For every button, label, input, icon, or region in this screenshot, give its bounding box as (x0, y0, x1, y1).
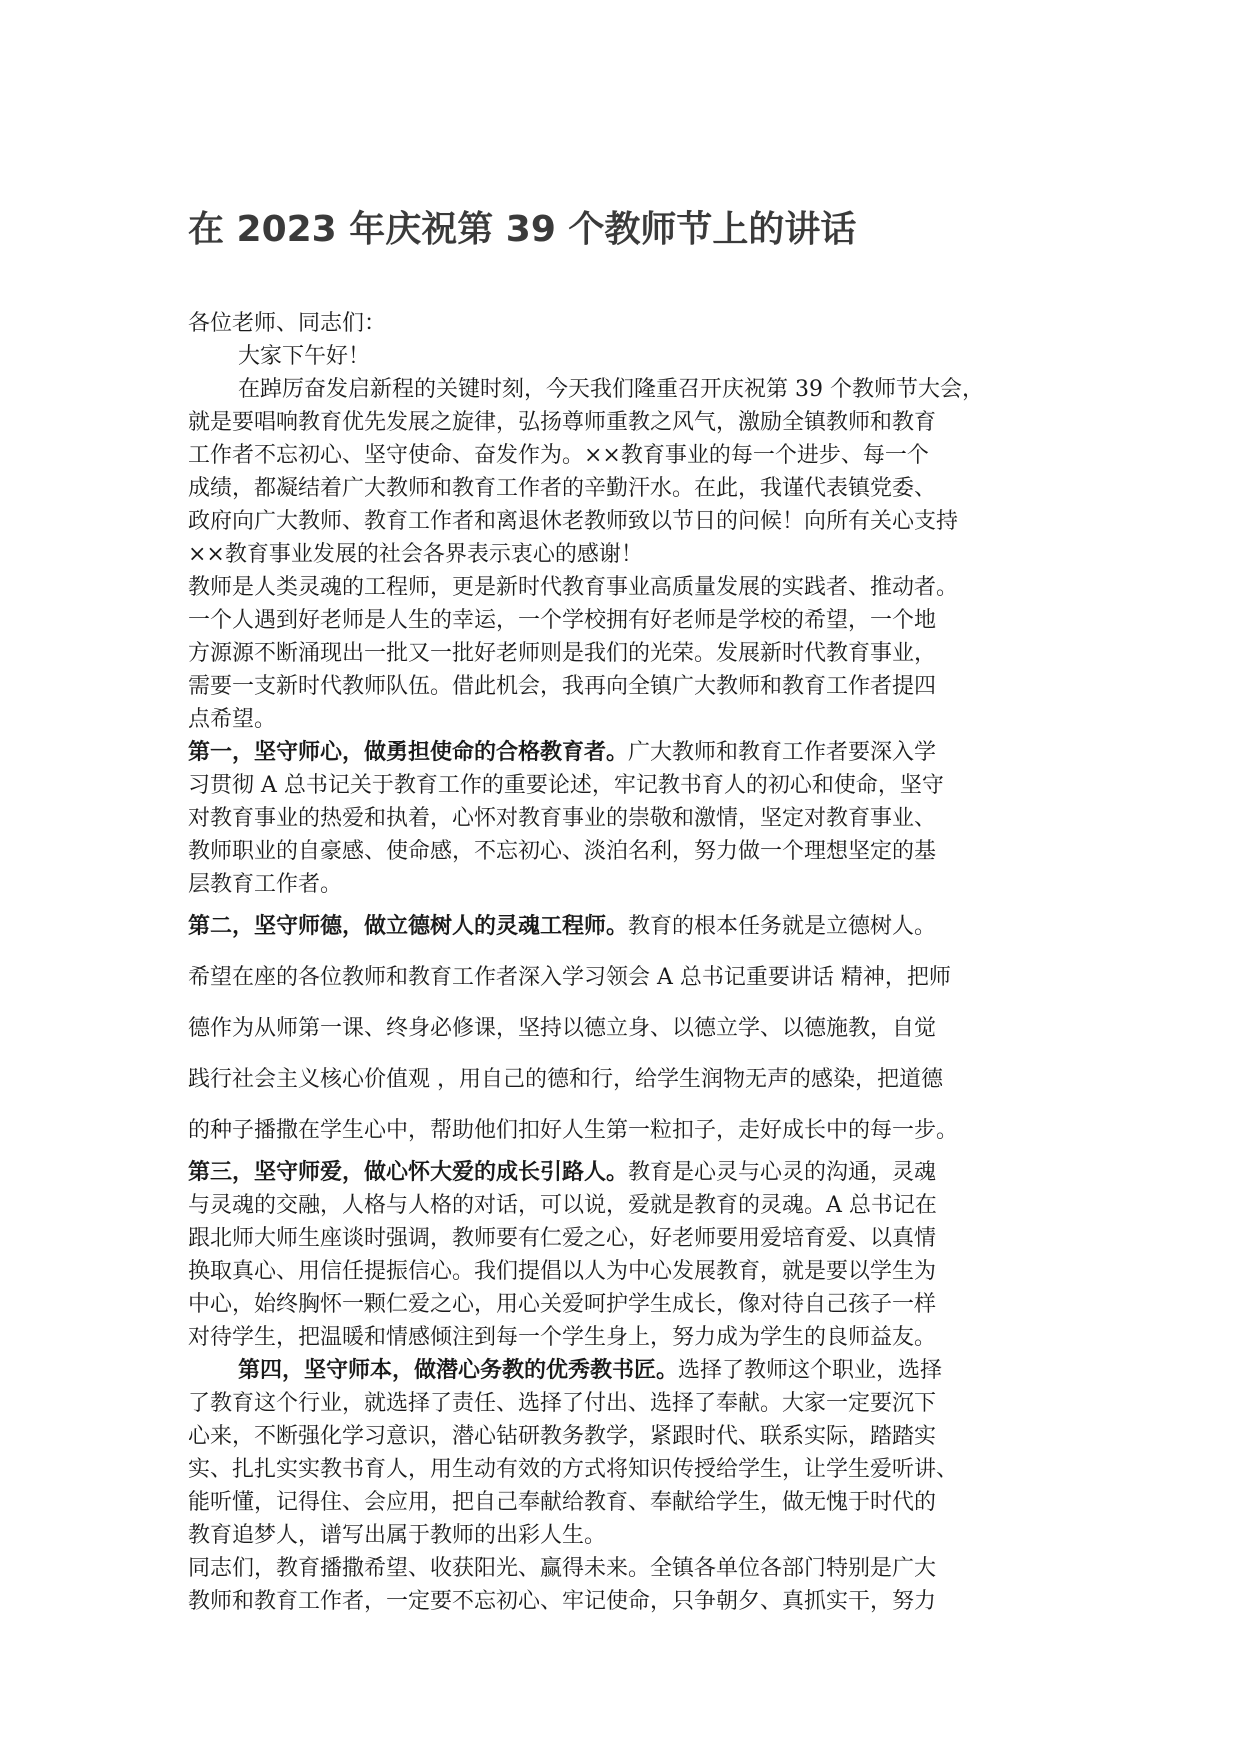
line-text: 践行社会主义核心价值观 ，用自己的德和行，给学生润物无声的感染，把道德 (188, 1067, 943, 1092)
line-text: 德作为从师第一课、终身必修课，坚持以德立身、以德立学、以德施教，自觉 (188, 1016, 937, 1041)
line-text: 一个人遇到好老师是人生的幸运，一个学校拥有好老师是学校的希望，一个地 (188, 608, 937, 633)
speech-body (188, 307, 1063, 1618)
line-text: 与灵魂的交融，人格与人格的对话，可以说，爱就是教育的灵魂。A 总书记在 (188, 1193, 937, 1218)
text-line (188, 1519, 1063, 1552)
text-line (188, 1387, 1063, 1420)
text-line (188, 835, 1063, 868)
text-line (188, 1222, 1063, 1255)
line-text: 中心，始终胸怀一颗仁爱之心，用心关爱呵护学生成长，像对待自己孩子一样 (188, 1292, 937, 1317)
line-text: 能听懂，记得住、会应用，把自己奉献给教育、奉献给学生，做无愧于时代的 (188, 1490, 937, 1515)
text-line (188, 538, 1063, 571)
line-text: 层教育工作者。 (188, 872, 343, 897)
text-line (188, 802, 1063, 835)
page-title: 在 2023 年庆祝第 39 个教师节上的讲话 (188, 209, 857, 250)
line-text: 习贯彻 A 总书记关于教育工作的重要论述，牢记教书育人的初心和使命，坚守 (188, 773, 944, 798)
line-text: 跟北师大师生座谈时强调，教师要有仁爱之心，好老师要用爱培育爱、以真情 (188, 1226, 937, 1251)
line-text: 点希望。 (188, 707, 277, 732)
line-text: 对待学生，把温暖和情感倾注到每一个学生身上，努力成为学生的良师益友。 (188, 1325, 937, 1350)
text-line (188, 1585, 1063, 1618)
text-line (188, 1189, 1063, 1222)
text-line (188, 472, 1063, 505)
line-text: 就是要唱响教育优先发展之旋律，弘扬尊师重教之风气，激励全镇教师和教育 (188, 410, 937, 435)
text-line (188, 1054, 1063, 1105)
line-text: 方源源不断涌现出一批又一批好老师则是我们的光荣。发展新时代教育事业， (188, 641, 937, 666)
line-text: 在踔厉奋发启新程的关键时刻，今天我们隆重召开庆祝第 39 个教师节大会， (238, 377, 984, 402)
text-line (188, 1420, 1063, 1453)
line-text: 成绩，都凝结着广大教师和教育工作者的辛勤汗水。在此，我谨代表镇党委、 (188, 476, 937, 501)
text-line (188, 637, 1063, 670)
text-line (188, 1453, 1063, 1486)
text-line (188, 307, 1063, 340)
text-line (188, 604, 1063, 637)
text-line (188, 340, 1063, 373)
text-line (188, 1156, 1063, 1189)
line-text: 同志们，教育播撒希望、收获阳光、赢得未来。全镇各单位各部门特别是广大 (188, 1556, 937, 1581)
text-line (188, 505, 1063, 538)
text-line (188, 1288, 1063, 1321)
line-text: 工作者不忘初心、坚守使命、奋发作为。××教育事业的每一个进步、每一个 (188, 443, 929, 468)
text-line (188, 868, 1063, 901)
line-text: 政府向广大教师、教育工作者和离退休老教师致以节日的问候！向所有关心支持 (188, 509, 959, 534)
line-text: 教育是心灵与心灵的沟通，灵魂 (628, 1160, 937, 1185)
text-line (188, 901, 1063, 952)
line-text: 需要一支新时代教师队伍。借此机会，我再向全镇广大教师和教育工作者提四 (188, 674, 937, 699)
text-line (188, 769, 1063, 802)
line-text: 大家下午好！ (238, 344, 371, 369)
line-text: 了教育这个行业，就选择了责任、选择了付出、选择了奉献。大家一定要沉下 (188, 1391, 937, 1416)
line-text: 教师职业的自豪感、使命感，不忘初心、淡泊名利，努力做一个理想坚定的基 (188, 839, 937, 864)
section-heading: 第四，坚守师本，做潜心务教的优秀教书匠。 (238, 1357, 679, 1383)
text-line (188, 670, 1063, 703)
line-text: 各位老师、同志们： (188, 311, 387, 336)
section-heading: 第二，坚守师德，做立德树人的灵魂工程师。 (188, 913, 629, 939)
text-line (188, 1552, 1063, 1585)
line-text: ××教育事业发展的社会各界表示衷心的感谢！ (188, 542, 643, 567)
section-heading: 第一，坚守师心，做勇担使命的合格教育者。 (188, 739, 629, 765)
line-text: 选择了教师这个职业，选择 (678, 1358, 943, 1383)
text-line (188, 1105, 1063, 1156)
line-text: 的种子播撒在学生心中，帮助他们扣好人生第一粒扣子，走好成长中的每一步。 (188, 1118, 959, 1143)
line-text: 心来，不断强化学习意识，潜心钻研教务教学，紧跟时代、联系实际，踏踏实 (188, 1424, 937, 1449)
section-heading: 第三，坚守师爱，做心怀大爱的成长引路人。 (188, 1159, 629, 1185)
line-text: 教育追梦人，谱写出属于教师的出彩人生。 (188, 1523, 607, 1548)
line-text: 教师是人类灵魂的工程师，更是新时代教育事业高质量发展的实践者、推动者。 (188, 575, 959, 600)
text-line (188, 1486, 1063, 1519)
line-text: 希望在座的各位教师和教育工作者深入学习领会 A 总书记重要讲话 精神，把师 (188, 965, 951, 990)
text-line (188, 952, 1063, 1003)
line-text: 实、扎扎实实教书育人，用生动有效的方式将知识传授给学生，让学生爱听讲、 (188, 1457, 959, 1482)
text-line (188, 406, 1063, 439)
text-line (188, 703, 1063, 736)
line-text: 广大教师和教育工作者要深入学 (628, 740, 937, 765)
line-text: 教师和教育工作者，一定要不忘初心、牢记使命，只争朝夕、真抓实干，努力 (188, 1589, 937, 1614)
text-line (188, 1255, 1063, 1288)
line-text: 换取真心、用信任提振信心。我们提倡以人为中心发展教育，就是要以学生为 (188, 1259, 937, 1284)
line-text: 对教育事业的热爱和执着，心怀对教育事业的崇敬和激情，坚定对教育事业、 (188, 806, 937, 831)
text-line (188, 1003, 1063, 1054)
text-line (188, 1321, 1063, 1354)
text-line (188, 373, 1063, 406)
text-line (188, 1354, 1063, 1387)
text-line (188, 571, 1063, 604)
line-text: 教育的根本任务就是立德树人。 (628, 914, 937, 939)
text-line (188, 736, 1063, 769)
text-line (188, 439, 1063, 472)
